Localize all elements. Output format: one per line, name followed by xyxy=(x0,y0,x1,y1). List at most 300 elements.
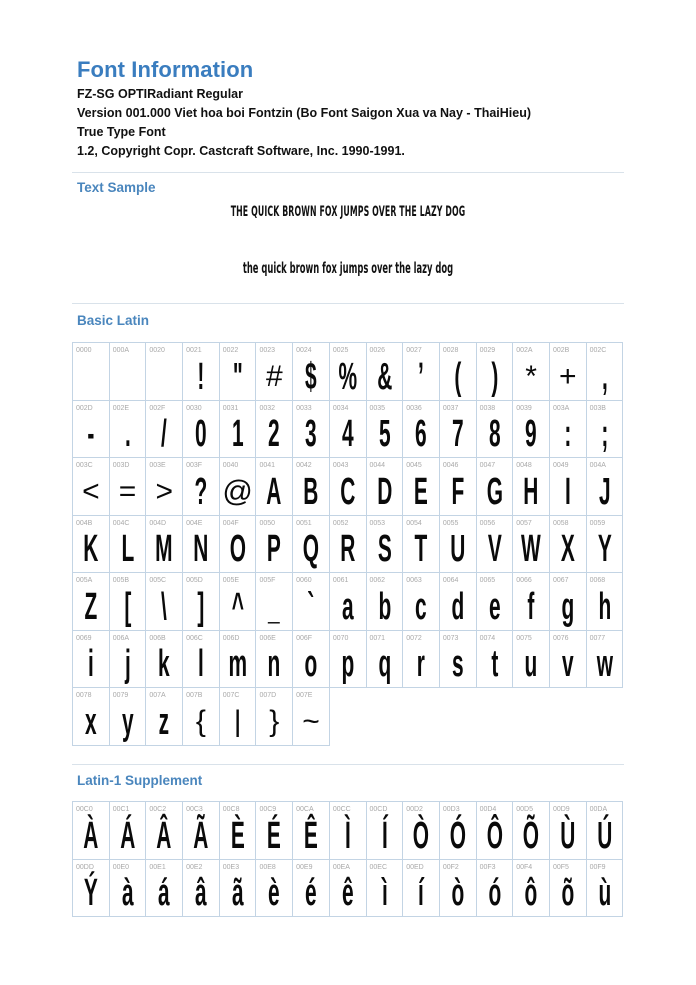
glyph: ? xyxy=(194,470,208,513)
codepoint-label: 0072 xyxy=(406,634,422,642)
codepoint-label: 0069 xyxy=(76,634,92,642)
glyph: Q xyxy=(302,528,320,570)
glyph-cell xyxy=(293,343,330,401)
glyph-cell xyxy=(549,400,586,458)
codepoint-label: 0036 xyxy=(406,404,422,412)
glyph-cell xyxy=(256,515,293,573)
glyph: Ó xyxy=(449,814,466,857)
glyph-cell xyxy=(109,630,146,688)
glyph: > xyxy=(155,474,173,508)
glyph-cell xyxy=(439,859,476,917)
font-copyright: 1.2, Copyright Copr. Castcraft Software, Inc. 1990-1991. xyxy=(77,144,405,158)
glyph-cell xyxy=(329,630,366,688)
codepoint-label: 0039 xyxy=(516,404,532,412)
codepoint-label: 0027 xyxy=(406,347,422,354)
codepoint-label: 0052 xyxy=(332,519,349,527)
codepoint-label: 0042 xyxy=(296,462,312,469)
glyph-cell xyxy=(219,400,256,458)
codepoint-label: 004D xyxy=(149,519,167,527)
glyph: N xyxy=(193,528,209,570)
glyph-cell xyxy=(183,458,220,516)
glyph-cell xyxy=(293,458,330,516)
glyph: o xyxy=(304,643,318,685)
glyph: p xyxy=(341,643,355,685)
codepoint-label: 0041 xyxy=(259,462,276,469)
codepoint-label: 006F xyxy=(296,634,313,642)
glyph-cell xyxy=(219,859,256,917)
glyph: c xyxy=(415,585,427,628)
glyph: È xyxy=(230,814,245,857)
codepoint-label: 0038 xyxy=(479,404,496,412)
font-type: True Type Font xyxy=(77,125,166,139)
glyph: W xyxy=(521,528,542,570)
glyph-cell xyxy=(219,515,256,573)
codepoint-label: 00C0 xyxy=(76,806,93,813)
glyph-cell xyxy=(329,802,366,860)
glyph: 7 xyxy=(451,413,464,455)
glyph-cell xyxy=(549,859,586,917)
glyph-cell xyxy=(183,343,220,401)
codepoint-label: 0031 xyxy=(222,404,239,412)
codepoint-label: 004E xyxy=(186,519,203,527)
glyph-cell xyxy=(329,859,366,917)
glyph-cell xyxy=(366,630,403,688)
codepoint-label: 00D2 xyxy=(406,806,423,813)
codepoint-label: 00F5 xyxy=(552,863,569,871)
codepoint-label: 003A xyxy=(552,404,570,412)
codepoint-label: 002B xyxy=(552,347,570,354)
codepoint-label: 0040 xyxy=(222,462,239,469)
codepoint-label: 0032 xyxy=(259,404,276,412)
codepoint-label: 0057 xyxy=(516,519,532,527)
glyph-cell xyxy=(366,859,403,917)
codepoint-label: 003C xyxy=(76,462,93,469)
glyph: Ô xyxy=(486,814,503,857)
codepoint-label: 002A xyxy=(516,347,533,354)
codepoint-label: 0046 xyxy=(442,462,459,469)
glyph: ã xyxy=(231,872,244,914)
glyph-cell xyxy=(219,458,256,516)
glyph: S xyxy=(377,528,392,570)
glyph-row xyxy=(73,688,623,746)
glyph: 2 xyxy=(268,413,281,455)
codepoint-label: 00EA xyxy=(332,863,350,871)
codepoint-label: 007C xyxy=(222,692,240,699)
glyph-cell xyxy=(403,630,440,688)
codepoint-label: 00D9 xyxy=(552,806,570,813)
codepoint-label: 00F2 xyxy=(442,863,459,871)
glyph-cell xyxy=(549,573,586,631)
glyph-cell xyxy=(109,458,146,516)
glyph: ] xyxy=(197,585,205,628)
glyph-cell xyxy=(586,343,623,401)
glyph-cell xyxy=(293,515,330,573)
codepoint-label: 0070 xyxy=(332,634,349,642)
codepoint-label: 006D xyxy=(222,634,240,642)
glyph: I xyxy=(564,470,571,513)
codepoint-label: 00E0 xyxy=(112,863,130,871)
glyph: { xyxy=(195,704,206,738)
codepoint-label: 0049 xyxy=(552,462,569,469)
glyph: 1 xyxy=(231,413,244,455)
codepoint-label: 00D5 xyxy=(516,806,533,813)
glyph-row xyxy=(73,400,623,458)
codepoint-label: 0061 xyxy=(332,577,349,584)
glyph-cell xyxy=(366,458,403,516)
glyph-cell xyxy=(183,859,220,917)
codepoint-label: 0022 xyxy=(222,347,239,354)
glyph: õ xyxy=(561,872,575,914)
glyph-cell xyxy=(586,630,623,688)
glyph-cell xyxy=(549,802,586,860)
glyph-cell xyxy=(476,573,513,631)
glyph: ! xyxy=(197,355,205,398)
glyph: , xyxy=(601,355,608,398)
sample-lowercase: the quick brown fox jumps over the lazy dog xyxy=(242,259,454,277)
glyph-cell xyxy=(403,802,440,860)
codepoint-label: 0045 xyxy=(406,462,422,469)
font-name: FZ-SG OPTIRadiant Regular xyxy=(77,87,243,101)
glyph-cell xyxy=(476,400,513,458)
glyph-cell xyxy=(73,630,110,688)
glyph-cell xyxy=(439,515,476,573)
glyph-cell xyxy=(146,630,183,688)
glyph-cell xyxy=(183,630,220,688)
glyph-cell xyxy=(219,802,256,860)
glyph: X xyxy=(560,528,575,570)
glyph-cell xyxy=(439,573,476,631)
glyph: Ì xyxy=(344,814,351,857)
empty-cell xyxy=(439,688,476,746)
codepoint-label: 0037 xyxy=(442,404,459,412)
codepoint-label: 0023 xyxy=(259,347,276,354)
glyph: v xyxy=(561,643,574,685)
glyph: U xyxy=(450,528,466,570)
glyph: ; xyxy=(600,413,608,455)
glyph-cell xyxy=(146,400,183,458)
codepoint-label: 007D xyxy=(259,692,277,699)
glyph: Ê xyxy=(303,814,318,857)
glyph: 3 xyxy=(305,413,317,455)
glyph: " xyxy=(232,355,243,398)
glyph-cell xyxy=(439,343,476,401)
glyph: 5 xyxy=(378,413,391,455)
codepoint-label: 0059 xyxy=(589,519,606,527)
glyph: Ú xyxy=(596,814,613,857)
font-version: Version 001.000 Viet hoa boi Fontzin (Bo Font Saigon Xua va Nay - ThaiHieu) xyxy=(77,106,532,120)
glyph: + xyxy=(559,359,577,393)
glyph-row xyxy=(73,630,623,688)
glyph: B xyxy=(303,470,319,513)
codepoint-label: 0075 xyxy=(516,634,532,642)
divider xyxy=(72,764,624,765)
glyph-cell xyxy=(476,802,513,860)
glyph: Â xyxy=(156,814,172,857)
glyph-cell xyxy=(73,688,110,746)
glyph: i xyxy=(87,643,94,685)
glyph: Ý xyxy=(83,872,98,914)
glyph-cell xyxy=(256,630,293,688)
codepoint-label: 0000 xyxy=(76,347,92,354)
glyph: T xyxy=(414,528,428,570)
glyph: [ xyxy=(124,585,132,628)
glyph-cell xyxy=(219,573,256,631)
glyph-cell xyxy=(293,688,330,746)
glyph-cell xyxy=(586,458,623,516)
glyph: = xyxy=(118,474,137,508)
codepoint-label: 00E9 xyxy=(296,863,313,871)
codepoint-label: 00E3 xyxy=(222,863,240,871)
glyph: E xyxy=(414,470,429,513)
glyph-cell xyxy=(329,400,366,458)
glyph-cell xyxy=(146,859,183,917)
glyph: f xyxy=(527,585,535,628)
empty-cell xyxy=(549,688,586,746)
glyph-cell xyxy=(293,859,330,917)
glyph: e xyxy=(488,585,501,628)
glyph: 9 xyxy=(525,413,537,455)
glyph: ~ xyxy=(302,704,320,738)
latin1-heading: Latin-1 Supplement xyxy=(77,773,203,788)
codepoint-label: 003F xyxy=(186,462,203,469)
glyph-cell xyxy=(329,458,366,516)
codepoint-label: 002C xyxy=(589,347,607,354)
glyph-cell xyxy=(109,859,146,917)
codepoint-label: 003B xyxy=(589,404,606,412)
glyph: l xyxy=(198,643,204,685)
codepoint-label: 004B xyxy=(76,519,93,527)
glyph: á xyxy=(158,872,171,914)
glyph-cell xyxy=(403,400,440,458)
sample-uppercase: THE QUICK BROWN FOX JUMPS OVER THE LAZY DOG xyxy=(230,204,466,220)
codepoint-label: 00D3 xyxy=(442,806,460,813)
codepoint-label: 00CD xyxy=(369,806,388,813)
codepoint-label: 0021 xyxy=(186,347,202,354)
codepoint-label: 00F3 xyxy=(479,863,496,871)
codepoint-label: 0026 xyxy=(369,347,386,354)
glyph: C xyxy=(340,470,356,513)
glyph-cell xyxy=(476,343,513,401)
glyph-cell xyxy=(256,859,293,917)
glyph-cell xyxy=(513,515,550,573)
glyph: y xyxy=(121,700,134,743)
glyph-row xyxy=(73,458,623,516)
glyph-cell xyxy=(403,859,440,917)
codepoint-label: 0065 xyxy=(479,577,496,584)
codepoint-label: 00F9 xyxy=(589,863,606,871)
codepoint-label: 0058 xyxy=(552,519,569,527)
codepoint-label: 0029 xyxy=(479,347,496,354)
glyph-cell xyxy=(549,458,586,516)
glyph: K xyxy=(83,528,99,570)
glyph-cell xyxy=(586,400,623,458)
codepoint-label: 0063 xyxy=(406,577,422,584)
glyph: Í xyxy=(381,814,388,857)
glyph-cell xyxy=(293,573,330,631)
glyph-cell xyxy=(549,515,586,573)
glyph-cell xyxy=(183,802,220,860)
glyph: ó xyxy=(488,872,501,914)
codepoint-label: 0056 xyxy=(479,519,496,527)
glyph: Y xyxy=(597,528,612,570)
divider xyxy=(72,172,624,173)
glyph: Ù xyxy=(560,814,576,857)
codepoint-label: 006B xyxy=(149,634,166,642)
codepoint-label: 0035 xyxy=(369,404,386,412)
codepoint-label: 0051 xyxy=(296,519,312,527)
glyph: V xyxy=(487,528,502,570)
latin1-grid xyxy=(72,801,623,917)
glyph: è xyxy=(268,872,281,914)
codepoint-label: 0050 xyxy=(259,519,276,527)
glyph-cell xyxy=(73,458,110,516)
glyph-cell xyxy=(256,400,293,458)
glyph-cell xyxy=(476,859,513,917)
glyph-cell xyxy=(109,343,146,401)
glyph: 8 xyxy=(488,413,501,455)
glyph-cell xyxy=(513,630,550,688)
codepoint-label: 005A xyxy=(76,577,93,584)
glyph-row xyxy=(73,515,623,573)
codepoint-label: 0066 xyxy=(516,577,532,584)
glyph-cell xyxy=(73,400,110,458)
glyph: 0 xyxy=(195,413,207,455)
codepoint-label: 0078 xyxy=(76,692,92,699)
glyph: a xyxy=(341,585,354,628)
codepoint-label: 005E xyxy=(222,577,240,584)
codepoint-label: 005D xyxy=(186,577,203,584)
glyph-cell xyxy=(146,688,183,746)
codepoint-label: 00E2 xyxy=(186,863,203,871)
glyph-cell xyxy=(256,688,293,746)
glyph-cell xyxy=(109,400,146,458)
codepoint-label: 00EC xyxy=(369,863,388,871)
codepoint-label: 0071 xyxy=(369,634,386,642)
codepoint-label: 00E8 xyxy=(259,863,276,871)
glyph-cell xyxy=(403,458,440,516)
codepoint-label: 004A xyxy=(589,462,606,469)
codepoint-label: 0064 xyxy=(442,577,459,584)
codepoint-label: 005B xyxy=(112,577,130,584)
codepoint-label: 00C2 xyxy=(149,806,167,813)
glyph: ( xyxy=(454,355,462,398)
text-sample-heading: Text Sample xyxy=(77,180,156,195)
glyph-cell xyxy=(256,458,293,516)
codepoint-label: 007A xyxy=(149,692,166,699)
codepoint-label: 0033 xyxy=(296,404,312,412)
glyph: D xyxy=(376,470,392,513)
glyph: ` xyxy=(307,585,315,628)
codepoint-label: 0020 xyxy=(149,347,165,354)
glyph: ^ xyxy=(231,585,244,628)
glyph-cell xyxy=(513,343,550,401)
glyph-cell xyxy=(109,573,146,631)
codepoint-label: 00DD xyxy=(76,863,94,871)
glyph-cell xyxy=(329,343,366,401)
codepoint-label: 0062 xyxy=(369,577,386,584)
glyph-cell xyxy=(513,400,550,458)
empty-cell xyxy=(366,688,403,746)
codepoint-label: 0054 xyxy=(406,519,422,527)
glyph-cell xyxy=(109,515,146,573)
glyph-cell xyxy=(513,458,550,516)
glyph: ù xyxy=(598,872,611,914)
glyph-row xyxy=(73,802,623,860)
empty-cell xyxy=(403,688,440,746)
glyph: @ xyxy=(222,474,253,508)
glyph: j xyxy=(124,643,131,685)
codepoint-label: 00C3 xyxy=(186,806,203,813)
glyph-cell xyxy=(183,515,220,573)
empty-cell xyxy=(586,688,623,746)
codepoint-label: 002F xyxy=(149,404,166,412)
codepoint-label: 0053 xyxy=(369,519,386,527)
glyph-row xyxy=(73,343,623,401)
glyph-cell xyxy=(146,458,183,516)
codepoint-label: 0055 xyxy=(442,519,459,527)
codepoint-label: 0047 xyxy=(479,462,496,469)
glyph-cell xyxy=(439,458,476,516)
glyph-cell xyxy=(366,573,403,631)
glyph: ’ xyxy=(418,355,424,398)
codepoint-label: 0048 xyxy=(516,462,532,469)
glyph-cell xyxy=(73,573,110,631)
basic-latin-grid xyxy=(72,342,623,746)
glyph-cell xyxy=(183,400,220,458)
codepoint-label: 0043 xyxy=(332,462,349,469)
glyph-cell xyxy=(366,400,403,458)
glyph-cell xyxy=(403,343,440,401)
empty-cell xyxy=(476,688,513,746)
glyph: _ xyxy=(268,585,281,628)
glyph: b xyxy=(377,585,391,628)
glyph: O xyxy=(229,528,246,570)
glyph-cell xyxy=(146,802,183,860)
glyph-cell xyxy=(549,630,586,688)
glyph-cell xyxy=(476,515,513,573)
codepoint-label: 0076 xyxy=(552,634,569,642)
glyph-row xyxy=(73,859,623,917)
glyph-cell xyxy=(476,458,513,516)
codepoint-label: 0079 xyxy=(112,692,129,699)
codepoint-label: 00DA xyxy=(589,806,608,813)
glyph: k xyxy=(158,643,171,685)
codepoint-label: 005C xyxy=(149,577,167,584)
codepoint-label: 0034 xyxy=(332,404,349,412)
glyph-cell xyxy=(256,343,293,401)
glyph: é xyxy=(305,872,317,914)
codepoint-label: 005F xyxy=(259,577,276,584)
glyph-cell xyxy=(73,802,110,860)
codepoint-label: 003E xyxy=(149,462,166,469)
glyph-cell xyxy=(586,859,623,917)
glyph-cell xyxy=(109,688,146,746)
glyph: A xyxy=(266,470,282,513)
glyph: # xyxy=(265,359,283,393)
glyph: Ã xyxy=(193,814,209,857)
glyph: & xyxy=(376,355,392,398)
glyph-cell xyxy=(109,802,146,860)
glyph-cell xyxy=(366,343,403,401)
glyph: m xyxy=(228,643,247,685)
glyph-cell xyxy=(439,802,476,860)
codepoint-label: 0074 xyxy=(479,634,496,642)
glyph-cell xyxy=(586,515,623,573)
glyph-cell xyxy=(293,802,330,860)
glyph: h xyxy=(598,585,611,628)
page-title: Font Information xyxy=(77,57,254,82)
glyph: 6 xyxy=(415,413,427,455)
